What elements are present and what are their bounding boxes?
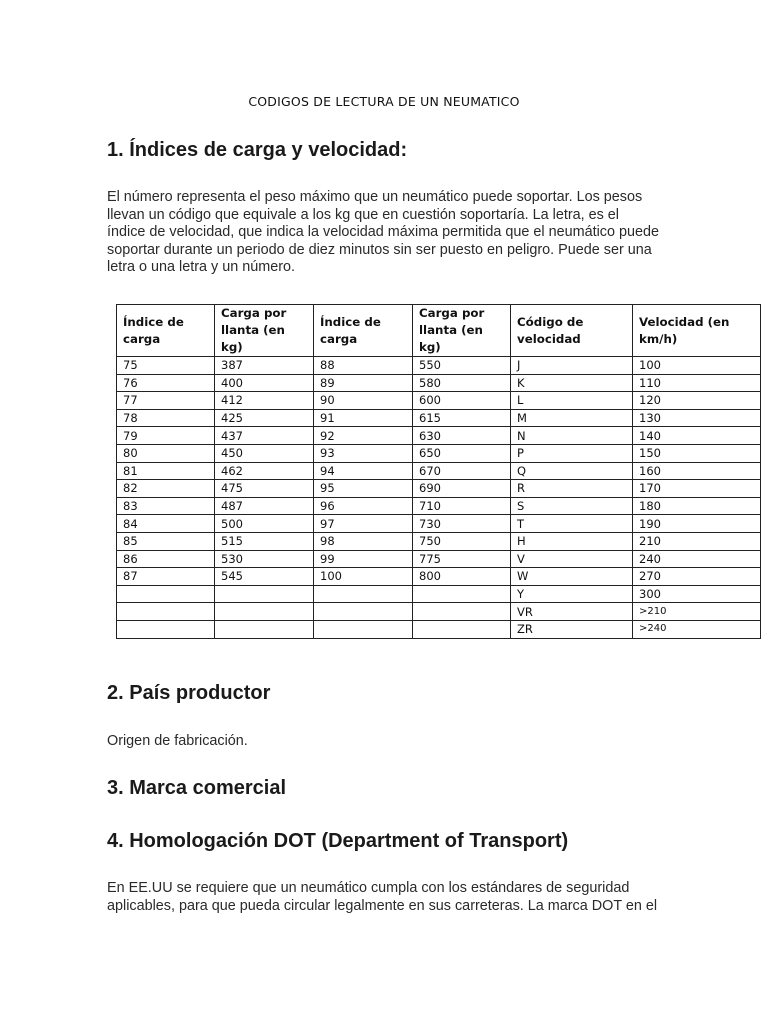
table-cell: 412 — [215, 392, 314, 410]
table-cell: 450 — [215, 444, 314, 462]
table-cell: 77 — [117, 392, 215, 410]
paragraph-line: llevan un código que equivale a los kg que en cuestión soportaría. La letra, es el — [107, 206, 620, 223]
table-cell: J — [511, 357, 633, 375]
table-cell: ZR — [511, 620, 633, 638]
paragraph-line: índice de velocidad, que indica la velocidad máxima permitida que el neumático puede — [107, 224, 659, 241]
table-cell: 180 — [633, 497, 761, 515]
header-cell: Carga por llanta (en kg) — [413, 305, 511, 357]
table-cell — [314, 585, 413, 603]
table-cell: 96 — [314, 497, 413, 515]
table-cell: 170 — [633, 480, 761, 498]
table-cell: 270 — [633, 568, 761, 586]
table-cell: 87 — [117, 568, 215, 586]
table-row — [117, 444, 761, 462]
table-cell: 462 — [215, 462, 314, 480]
table-cell: R — [511, 480, 633, 498]
table-cell: 92 — [314, 427, 413, 445]
table-cell: 240 — [633, 550, 761, 568]
table-cell: 90 — [314, 392, 413, 410]
table-cell: 190 — [633, 515, 761, 533]
table-row — [117, 357, 761, 375]
section2-text: Origen de fabricación. — [107, 733, 248, 749]
table-row — [117, 497, 761, 515]
table-cell: L — [511, 392, 633, 410]
table-cell: 88 — [314, 357, 413, 375]
table-cell: 150 — [633, 444, 761, 462]
table-cell: 120 — [633, 392, 761, 410]
table-row — [117, 392, 761, 410]
table-cell: 670 — [413, 462, 511, 480]
header-cell: Código de velocidad — [511, 305, 633, 357]
table-cell: 530 — [215, 550, 314, 568]
table-cell: 160 — [633, 462, 761, 480]
section1-heading: 1. Índices de carga y velocidad: — [107, 139, 408, 161]
table-cell: 95 — [314, 480, 413, 498]
table-cell: 75 — [117, 357, 215, 375]
table-cell: 750 — [413, 532, 511, 550]
table-cell — [413, 603, 511, 621]
table-cell: 387 — [215, 357, 314, 375]
table-cell: 82 — [117, 480, 215, 498]
paragraph-line: En EE.UU se requiere que un neumático cumpla con los estándares de seguridad — [107, 880, 630, 896]
table-cell: 100 — [633, 357, 761, 375]
table-cell: 85 — [117, 532, 215, 550]
table-cell: 99 — [314, 550, 413, 568]
table-cell: 550 — [413, 357, 511, 375]
table-row — [117, 374, 761, 392]
table-cell: 81 — [117, 462, 215, 480]
table-cell: 600 — [413, 392, 511, 410]
table-cell: 130 — [633, 409, 761, 427]
table-cell — [314, 603, 413, 621]
table-body — [117, 357, 761, 639]
table-cell: 97 — [314, 515, 413, 533]
table-cell — [413, 585, 511, 603]
paragraph-line: aplicables, para que pueda circular legalmente en sus carreteras. La marca DOT en el — [107, 897, 658, 914]
table-cell: 78 — [117, 409, 215, 427]
table-header-row — [117, 305, 761, 357]
paragraph-line: letra o una letra y un número. — [107, 259, 295, 276]
load-speed-table-grid — [116, 304, 761, 639]
table-cell: 140 — [633, 427, 761, 445]
table-cell — [314, 620, 413, 638]
table-cell: 487 — [215, 497, 314, 515]
table-cell: 500 — [215, 515, 314, 533]
header-cell: Índice de carga — [117, 305, 215, 357]
table-cell: 79 — [117, 427, 215, 445]
table-cell: VR — [511, 603, 633, 621]
table-cell: 300 — [633, 585, 761, 603]
header-cell: Velocidad (en km/h) — [633, 305, 761, 357]
table-cell: S — [511, 497, 633, 515]
section1-paragraph — [107, 189, 667, 277]
header-cell: Índice de carga — [314, 305, 413, 357]
table-cell: W — [511, 568, 633, 586]
table-cell — [215, 585, 314, 603]
table-cell: 86 — [117, 550, 215, 568]
table-cell: 83 — [117, 497, 215, 515]
table-cell: >240 — [633, 620, 761, 638]
table-cell: 93 — [314, 444, 413, 462]
paragraph-line: soportar durante un periodo de diez minutos sin ser puesto en peligro. Puede ser una — [107, 241, 652, 258]
table-cell: Y — [511, 585, 633, 603]
table-row — [117, 427, 761, 445]
section4-heading: 4. Homologación DOT (Department of Transport) — [107, 830, 569, 852]
document-title: CODIGOS DE LECTURA DE UN NEUMATICO — [248, 94, 520, 109]
table-cell: 94 — [314, 462, 413, 480]
load-speed-table — [116, 304, 760, 639]
table-row — [117, 462, 761, 480]
table-cell: 630 — [413, 427, 511, 445]
table-cell — [215, 603, 314, 621]
table-cell: 800 — [413, 568, 511, 586]
table-cell: 437 — [215, 427, 314, 445]
section2-heading: 2. País productor — [107, 682, 271, 704]
table-row — [117, 532, 761, 550]
table-cell — [215, 620, 314, 638]
table-cell: K — [511, 374, 633, 392]
table-cell: 545 — [215, 568, 314, 586]
table-cell: 84 — [117, 515, 215, 533]
table-cell: 475 — [215, 480, 314, 498]
table-cell: 710 — [413, 497, 511, 515]
section3-heading: 3. Marca comercial — [107, 777, 286, 799]
table-row — [117, 515, 761, 533]
table-cell: T — [511, 515, 633, 533]
paragraph-line: El número representa el peso máximo que un neumático puede soportar. Los pesos — [107, 189, 643, 205]
table-row — [117, 603, 761, 621]
table-cell: >210 — [633, 603, 761, 621]
table-row — [117, 550, 761, 568]
table-cell: 580 — [413, 374, 511, 392]
table-cell: 400 — [215, 374, 314, 392]
table-cell: 775 — [413, 550, 511, 568]
table-cell: 89 — [314, 374, 413, 392]
table-cell: M — [511, 409, 633, 427]
table-cell: Q — [511, 462, 633, 480]
table-row — [117, 620, 761, 638]
table-cell: 615 — [413, 409, 511, 427]
table-cell: 110 — [633, 374, 761, 392]
table-cell: 80 — [117, 444, 215, 462]
table-cell — [413, 620, 511, 638]
header-cell: Carga por llanta (en kg) — [215, 305, 314, 357]
section4-paragraph — [107, 880, 667, 915]
table-cell: V — [511, 550, 633, 568]
table-row — [117, 568, 761, 586]
table-cell — [117, 585, 215, 603]
table-cell: 91 — [314, 409, 413, 427]
table-cell: 690 — [413, 480, 511, 498]
table-cell: 650 — [413, 444, 511, 462]
table-cell: N — [511, 427, 633, 445]
table-cell: 730 — [413, 515, 511, 533]
table-row — [117, 480, 761, 498]
table-cell: 425 — [215, 409, 314, 427]
table-row — [117, 409, 761, 427]
table-cell: 76 — [117, 374, 215, 392]
table-cell: 210 — [633, 532, 761, 550]
table-cell: H — [511, 532, 633, 550]
table-row — [117, 585, 761, 603]
table-cell: P — [511, 444, 633, 462]
table-cell: 98 — [314, 532, 413, 550]
table-cell: 515 — [215, 532, 314, 550]
table-cell: 100 — [314, 568, 413, 586]
table-cell — [117, 603, 215, 621]
table-cell — [117, 620, 215, 638]
